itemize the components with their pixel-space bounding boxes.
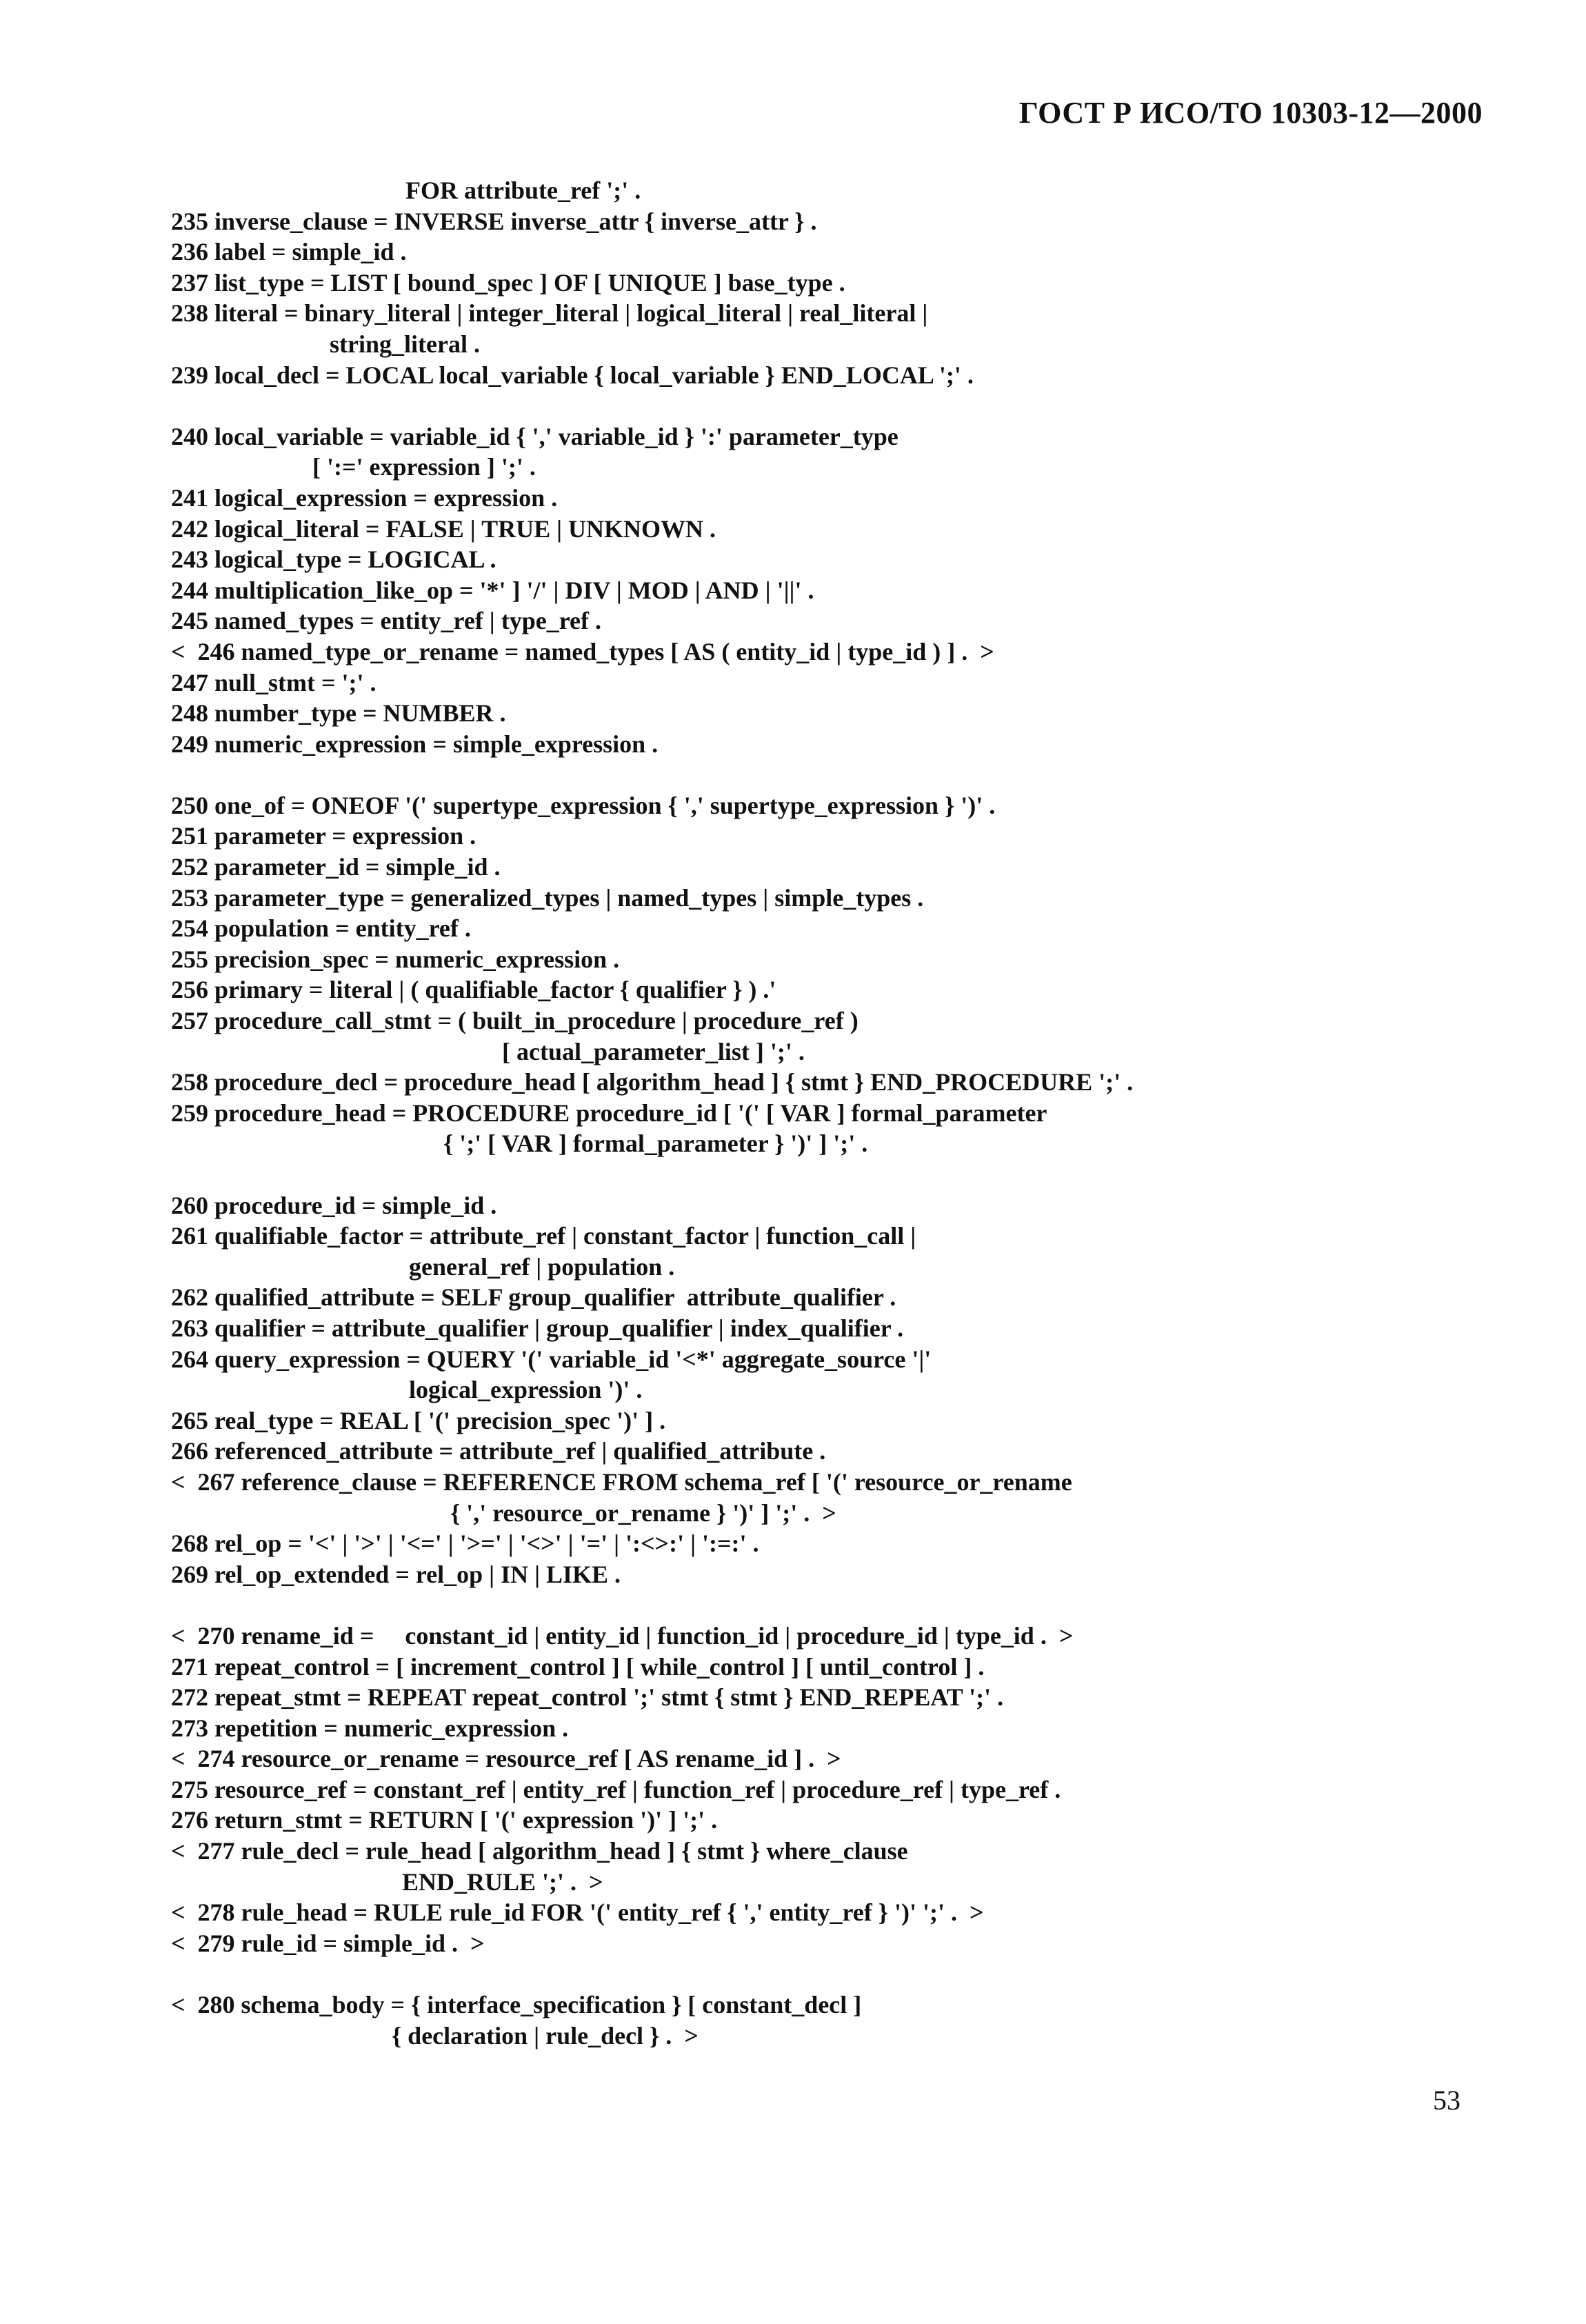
syntax-line: FOR attribute_ref ';' .	[405, 177, 641, 204]
blank-line	[171, 1959, 1523, 1990]
syntax-line: 262 qualified_attribute = SELF group_qualifier attribute_qualifier .	[171, 1283, 896, 1312]
syntax-line: 268 rel_op = '<' | '>' | '<=' | '>=' | '<>' | '=' | ':<>:' | ':=:' .	[171, 1530, 759, 1558]
syntax-line: 261 qualifiable_factor = attribute_ref | constant_factor | function_call |	[171, 1222, 916, 1250]
syntax-line: 266 referenced_attribute = attribute_ref | qualified_attribute .	[171, 1437, 826, 1465]
syntax-line: 239 local_decl = LOCAL local_variable { local_variable } END_LOCAL ';' .	[171, 361, 974, 389]
syntax-line: 237 list_type = LIST [ bound_spec ] OF [ UNIQUE ] base_type .	[171, 268, 845, 297]
syntax-line: < 267 reference_clause = REFERENCE FROM schema_ref [ '(' resource_or_rename	[171, 1467, 1072, 1496]
document-header: ГОСТ Р ИСО/ТО 10303-12—2000	[1018, 96, 1483, 130]
syntax-line: logical_expression ')' .	[409, 1376, 643, 1404]
page-number: 53	[1433, 2085, 1460, 2116]
syntax-line: 240 local_variable = variable_id { ',' variable_id } ':' parameter_type	[171, 422, 899, 450]
syntax-line: 241 logical_expression = expression .	[171, 483, 558, 512]
syntax-line: { ',' resource_or_rename } ')' ] ';' . >	[450, 1499, 836, 1527]
syntax-line: 260 procedure_id = simple_id .	[171, 1191, 497, 1219]
syntax-line: general_ref | population .	[409, 1252, 675, 1281]
syntax-line: 269 rel_op_extended = rel_op | IN | LIKE .	[171, 1560, 621, 1588]
syntax-line: { ';' [ VAR ] formal_parameter } ')' ] ';' .	[443, 1130, 868, 1158]
syntax-line: < 246 named_type_or_rename = named_types [ AS ( entity_id | type_id ) ] . >	[171, 637, 994, 665]
syntax-line: string_literal .	[330, 330, 480, 358]
syntax-line: 276 return_stmt = RETURN [ '(' expression ')' ] ';' .	[171, 1806, 718, 1834]
syntax-line: [ actual_parameter_list ] ';' .	[502, 1037, 805, 1065]
syntax-line: < 279 rule_id = simple_id . >	[171, 1929, 485, 1957]
syntax-line: { declaration | rule_decl } . >	[392, 2021, 699, 2050]
syntax-listing	[171, 175, 1523, 2051]
syntax-line: 256 primary = literal | ( qualifiable_factor { qualifier } ) .'	[171, 976, 776, 1004]
syntax-line: 250 one_of = ONEOF '(' supertype_expression { ',' supertype_expression } ')' .	[171, 791, 996, 819]
syntax-line: 271 repeat_control = [ increment_control ] [ while_control ] [ until_control ] .	[171, 1652, 985, 1681]
syntax-line: END_RULE ';' . >	[402, 1867, 603, 1896]
syntax-line: 258 procedure_decl = procedure_head [ algorithm_head ] { stmt } END_PROCEDURE ';' .	[171, 1068, 1134, 1096]
syntax-line: 249 numeric_expression = simple_expression .	[171, 730, 659, 758]
blank-line	[171, 1590, 1523, 1621]
syntax-line: < 274 resource_or_rename = resource_ref [ AS rename_id ] . >	[171, 1745, 841, 1773]
syntax-line: 264 query_expression = QUERY '(' variable_id '<*' aggregate_source '|'	[171, 1345, 932, 1373]
syntax-line: 243 logical_type = LOGICAL .	[171, 545, 496, 574]
syntax-line: 272 repeat_stmt = REPEAT repeat_control ';' stmt { stmt } END_REPEAT ';' .	[171, 1683, 1004, 1712]
syntax-line: 253 parameter_type = generalized_types | named_types | simple_types .	[171, 883, 924, 912]
syntax-line: 255 precision_spec = numeric_expression .	[171, 945, 620, 973]
syntax-line: 235 inverse_clause = INVERSE inverse_attr { inverse_attr } .	[171, 207, 817, 235]
blank-line	[171, 390, 1523, 421]
syntax-line: 265 real_type = REAL [ '(' precision_spec ')' ] .	[171, 1406, 666, 1434]
syntax-line: 245 named_types = entity_ref | type_ref .	[171, 607, 602, 635]
syntax-line: [ ':=' expression ] ';' .	[312, 453, 536, 481]
syntax-line: 252 parameter_id = simple_id .	[171, 853, 501, 881]
syntax-line: 257 procedure_call_stmt = ( built_in_procedure | procedure_ref )	[171, 1007, 859, 1035]
syntax-line: < 278 rule_head = RULE rule_id FOR '(' entity_ref { ',' entity_ref } ')' ';' . >	[171, 1899, 984, 1927]
syntax-line: 238 literal = binary_literal | integer_literal | logical_literal | real_literal |	[171, 299, 928, 328]
blank-line	[171, 1159, 1523, 1190]
syntax-line: 242 logical_literal = FALSE | TRUE | UNKNOWN .	[171, 514, 716, 543]
syntax-line: 244 multiplication_like_op = '*' ] '/' | DIV | MOD | AND | '||' .	[171, 576, 814, 604]
syntax-line: 275 resource_ref = constant_ref | entity_ref | function_ref | procedure_ref | type_ref .	[171, 1775, 1061, 1803]
syntax-line: 273 repetition = numeric_expression .	[171, 1714, 569, 1742]
syntax-line: 259 procedure_head = PROCEDURE procedure_id [ '(' [ VAR ] formal_parameter	[171, 1099, 1047, 1127]
syntax-line: 236 label = simple_id .	[171, 238, 407, 266]
syntax-line: < 277 rule_decl = rule_head [ algorithm_head ] { stmt } where_clause	[171, 1837, 908, 1865]
blank-line	[171, 759, 1523, 790]
syntax-line: 254 population = entity_ref .	[171, 914, 471, 943]
syntax-line: 251 parameter = expression .	[171, 822, 476, 850]
syntax-line: 247 null_stmt = ';' .	[171, 668, 377, 697]
syntax-line: 263 qualifier = attribute_qualifier | group_qualifier | index_qualifier .	[171, 1314, 904, 1342]
syntax-line: 248 number_type = NUMBER .	[171, 699, 506, 728]
syntax-line: < 270 rename_id = constant_id | entity_id | function_id | procedure_id | type_id . >	[171, 1621, 1074, 1650]
syntax-line: < 280 schema_body = { interface_specification } [ constant_decl ]	[171, 1991, 862, 2019]
